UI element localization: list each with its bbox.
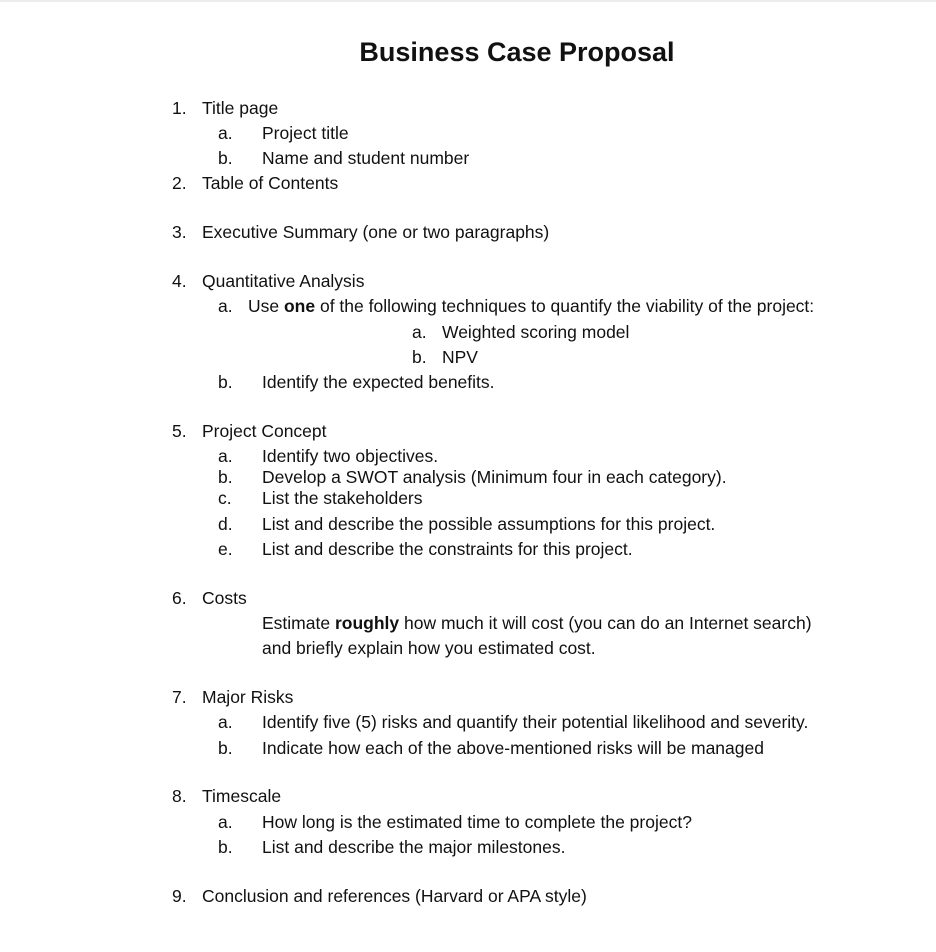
page-title: Business Case Proposal [359, 37, 675, 67]
section-6-number: 6. [172, 588, 187, 608]
section-1b-marker: b. [218, 148, 233, 168]
section-5e-text: List and describe the constraints for this project. [262, 539, 633, 559]
page-top-border [0, 0, 936, 2]
emphasis-roughly: roughly [334, 613, 400, 633]
section-2-number: 2. [172, 173, 187, 193]
section-5-number: 5. [172, 421, 187, 441]
section-9-number: 9. [172, 886, 187, 906]
section-5b-text: Develop a SWOT analysis (Minimum four in each category). [262, 467, 727, 487]
section-4b-marker: b. [218, 372, 233, 392]
emphasis-one: one [283, 296, 316, 316]
section-7a-marker: a. [218, 712, 233, 732]
section-7-heading: Major Risks [202, 687, 294, 707]
section-4a-i-marker: a. [412, 322, 427, 342]
section-8b-marker: b. [218, 837, 233, 857]
section-8a-text: How long is the estimated time to complete the project? [262, 812, 692, 832]
section-4-heading: Quantitative Analysis [202, 271, 365, 291]
section-9-heading: Conclusion and references (Harvard or APA style) [202, 886, 587, 906]
section-1a-text: Project title [262, 123, 349, 143]
section-5e-marker: e. [218, 539, 233, 559]
section-5c-text: List the stakeholders [262, 488, 423, 508]
section-7b-text: Indicate how each of the above-mentioned risks will be managed [262, 738, 764, 758]
section-4-number: 4. [172, 271, 187, 291]
section-6-heading: Costs [202, 588, 247, 608]
section-6-paragraph-line-1: Estimate roughly how much it will cost (you can do an Internet search) [262, 613, 812, 633]
section-1a-marker: a. [218, 123, 233, 143]
section-2-heading: Table of Contents [202, 173, 339, 193]
section-4a-ii-marker: b. [412, 347, 427, 367]
section-6-paragraph-line-2: and briefly explain how you estimated cost. [262, 638, 596, 658]
section-4a-text: Use one of the following techniques to quantify the viability of the project: [248, 296, 815, 316]
section-8a-marker: a. [218, 812, 233, 832]
section-7a-text: Identify five (5) risks and quantify their potential likelihood and severity. [262, 712, 809, 732]
section-8b-text: List and describe the major milestones. [262, 837, 566, 857]
section-8-number: 8. [172, 786, 187, 806]
section-7b-marker: b. [218, 738, 233, 758]
section-4a-i-text: Weighted scoring model [442, 322, 630, 342]
section-4a-marker: a. [218, 296, 233, 316]
section-5a-text: Identify two objectives. [262, 446, 439, 466]
section-5b-marker: b. [218, 467, 233, 487]
section-5a-marker: a. [218, 446, 233, 466]
section-3-number: 3. [172, 222, 187, 242]
section-3-heading: Executive Summary (one or two paragraphs) [202, 222, 550, 242]
section-4a-ii-text: NPV [442, 347, 478, 367]
section-7-number: 7. [172, 687, 187, 707]
section-1-number: 1. [172, 98, 187, 118]
section-1b-text: Name and student number [262, 148, 470, 168]
section-5d-marker: d. [218, 514, 233, 534]
section-8-heading: Timescale [202, 786, 282, 806]
section-5c-marker: c. [218, 488, 232, 508]
section-5d-text: List and describe the possible assumptions for this project. [262, 514, 716, 534]
section-5-heading: Project Concept [202, 421, 327, 441]
section-1-heading: Title page [202, 98, 279, 118]
section-4b-text: Identify the expected benefits. [262, 372, 495, 392]
